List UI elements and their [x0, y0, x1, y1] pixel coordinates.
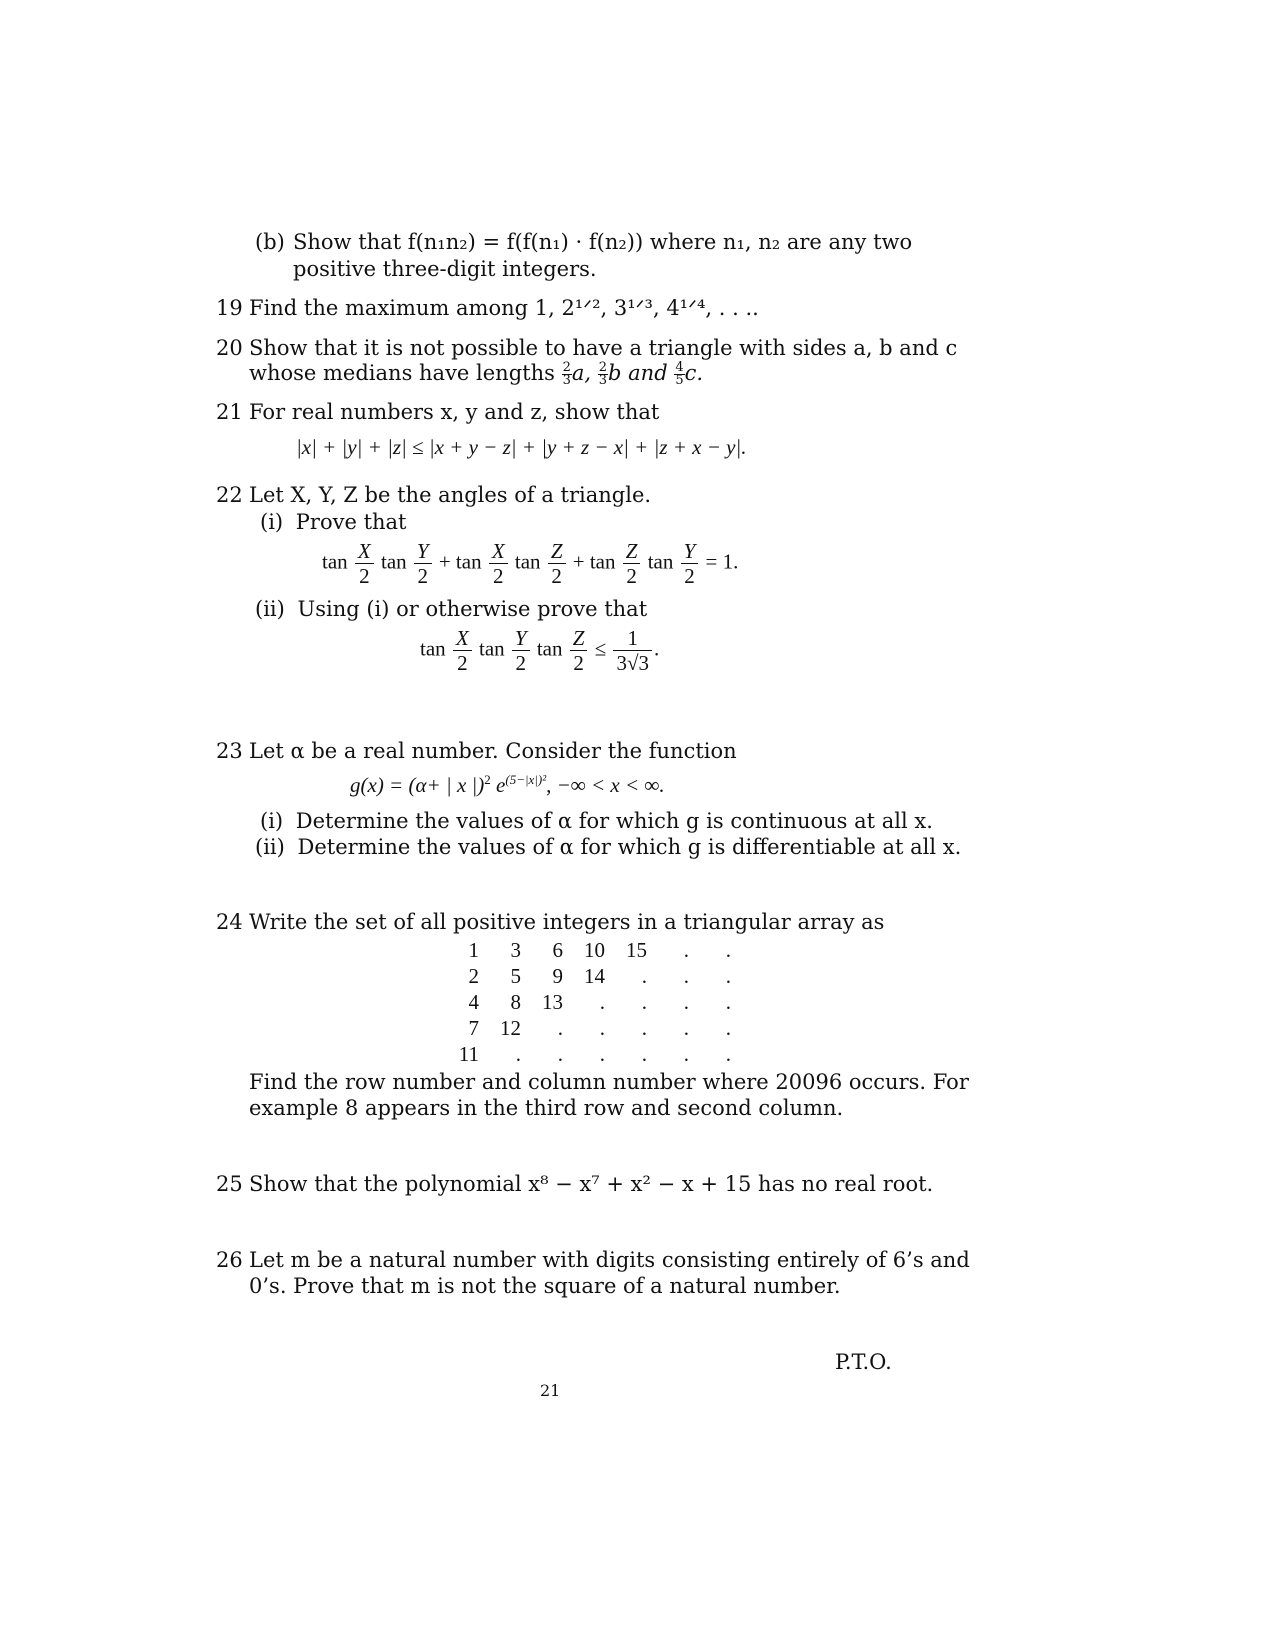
- q19: [216, 295, 916, 322]
- q20-line2-text: whose medians have lengths: [249, 361, 555, 385]
- array-cell: 8: [510, 989, 521, 1014]
- array-row: [455, 937, 731, 963]
- q22-part-i: (i) Prove that: [260, 510, 407, 534]
- pto-label: P.T.O.: [835, 1350, 892, 1374]
- fraction-four-fifths-c: $\frac{4}{5}$: [675, 360, 684, 388]
- q24-number: 24: [216, 910, 243, 934]
- q21-number: 21: [216, 400, 243, 424]
- q21-inequality: |x| + |y| + |z| ≤ |x + y − z| + |y + z − x| + |z + x − y|.: [296, 435, 747, 459]
- fraction-two-thirds-a: $\frac{2}{3}$: [562, 360, 571, 388]
- array-cell: .: [641, 1041, 647, 1066]
- array-cell: 12: [500, 1015, 521, 1040]
- array-cell: .: [599, 1015, 605, 1040]
- page-number: 21: [540, 1381, 561, 1400]
- array-cell: 14: [584, 963, 605, 988]
- q23-text: Let α be a real number. Consider the function: [249, 739, 737, 763]
- q18b-line1: Show that f(n₁n₂) = f(f(n₁) · f(n₂)) where n₁, n₂ are any two: [293, 230, 913, 254]
- array-cell: .: [641, 989, 647, 1014]
- q24-after-line1: Find the row number and column number where 20096 occurs. For: [249, 1070, 969, 1094]
- q23-function: g(x) = (α+ | x |)$^2$ $e^{(5-|x|)^2}$, −∞ < x < ∞.: [350, 772, 665, 797]
- q20: [216, 335, 958, 362]
- q20-number: 20: [216, 336, 243, 360]
- q22-number: 22: [216, 483, 243, 507]
- q21: [216, 399, 916, 426]
- q26-line2: 0’s. Prove that m is not the square of a natural number.: [249, 1274, 841, 1298]
- array-cell: 1: [468, 937, 479, 962]
- q18b-label: (b): [255, 230, 285, 254]
- q24: [216, 909, 916, 936]
- array-cell: .: [599, 1041, 605, 1066]
- array-cell: .: [683, 937, 689, 962]
- array-cell: .: [683, 989, 689, 1014]
- array-cell: .: [725, 963, 731, 988]
- array-cell: 4: [468, 989, 479, 1014]
- q23-part-i: (i) Determine the values of α for which g is continuous at all x.: [260, 809, 933, 833]
- q18b-line2: positive three-digit integers.: [293, 257, 597, 281]
- q20-line2: whose medians have lengths $\frac{2}{3}$ a, $\frac{2}{3}$ b and $\frac{4}{5}$ c.: [249, 360, 704, 388]
- q23-number: 23: [216, 739, 243, 763]
- array-cell: .: [557, 1041, 563, 1066]
- array-cell: 10: [584, 937, 605, 962]
- array-cell: .: [725, 1015, 731, 1040]
- q18b: [255, 229, 915, 256]
- array-row: [455, 989, 731, 1015]
- array-cell: .: [725, 937, 731, 962]
- q25-number: 25: [216, 1172, 243, 1196]
- array-cell: 5: [510, 963, 521, 988]
- array-cell: 15: [626, 937, 647, 962]
- array-cell: 7: [468, 1015, 479, 1040]
- q22-inequality: tan $\frac{X}{2}$ tan $\frac{Y}{2}$ tan $\frac{Z}{2}$ ≤ $\frac{1}{3√3}$ .: [420, 626, 660, 675]
- q23-part-ii: (ii) Determine the values of α for which g is differentiable at all x.: [255, 835, 962, 859]
- triangular-array: [455, 937, 731, 1067]
- array-cell: 9: [552, 963, 563, 988]
- array-cell: 11: [458, 1041, 479, 1066]
- q25: [216, 1171, 934, 1198]
- array-cell: .: [683, 1041, 689, 1066]
- q24-after-line2: example 8 appears in the third row and second column.: [249, 1096, 844, 1120]
- q25-text: Show that the polynomial x⁸ − x⁷ + x² − x + 15 has no real root.: [249, 1172, 934, 1196]
- q22-part-ii: (ii) Using (i) or otherwise prove that: [255, 597, 648, 621]
- q26-number: 26: [216, 1248, 243, 1272]
- q22-text: Let X, Y, Z be the angles of a triangle.: [249, 483, 652, 507]
- q22: [216, 482, 916, 509]
- q23: [216, 738, 916, 765]
- array-cell: .: [641, 1015, 647, 1040]
- q24-text: Write the set of all positive integers in a triangular array as: [249, 910, 885, 934]
- array-cell: 2: [468, 963, 479, 988]
- q19-text: Find the maximum among 1, 2¹ᐟ², 3¹ᐟ³, 4¹ᐟ⁴, . . ..: [249, 296, 759, 320]
- q26-line1: Let m be a natural number with digits consisting entirely of 6’s and: [249, 1248, 970, 1272]
- array-cell: 6: [552, 937, 563, 962]
- q20-line1: Show that it is not possible to have a triangle with sides a, b and c: [249, 336, 958, 360]
- array-cell: .: [641, 963, 647, 988]
- array-cell: .: [683, 963, 689, 988]
- array-cell: .: [557, 1015, 563, 1040]
- array-cell: .: [599, 989, 605, 1014]
- array-cell: 3: [510, 937, 521, 962]
- q26: [216, 1247, 970, 1274]
- array-row: [455, 1041, 731, 1067]
- array-cell: .: [725, 1041, 731, 1066]
- array-row: [455, 1015, 731, 1041]
- q21-text: For real numbers x, y and z, show that: [249, 400, 660, 424]
- array-cell: .: [683, 1015, 689, 1040]
- q19-number: 19: [216, 296, 243, 320]
- array-row: [455, 963, 731, 989]
- array-cell: .: [515, 1041, 521, 1066]
- array-cell: .: [725, 989, 731, 1014]
- fraction-two-thirds-b: $\frac{2}{3}$: [598, 360, 608, 388]
- q22-identity: tan $\frac{X}{2}$ tan $\frac{Y}{2}$ + tan $\frac{X}{2}$ tan $\frac{Z}{2}$ + tan $\frac{Z}{2}$ tan $\frac{Y}{2}$ = 1.: [322, 539, 739, 588]
- array-cell: 13: [542, 989, 563, 1014]
